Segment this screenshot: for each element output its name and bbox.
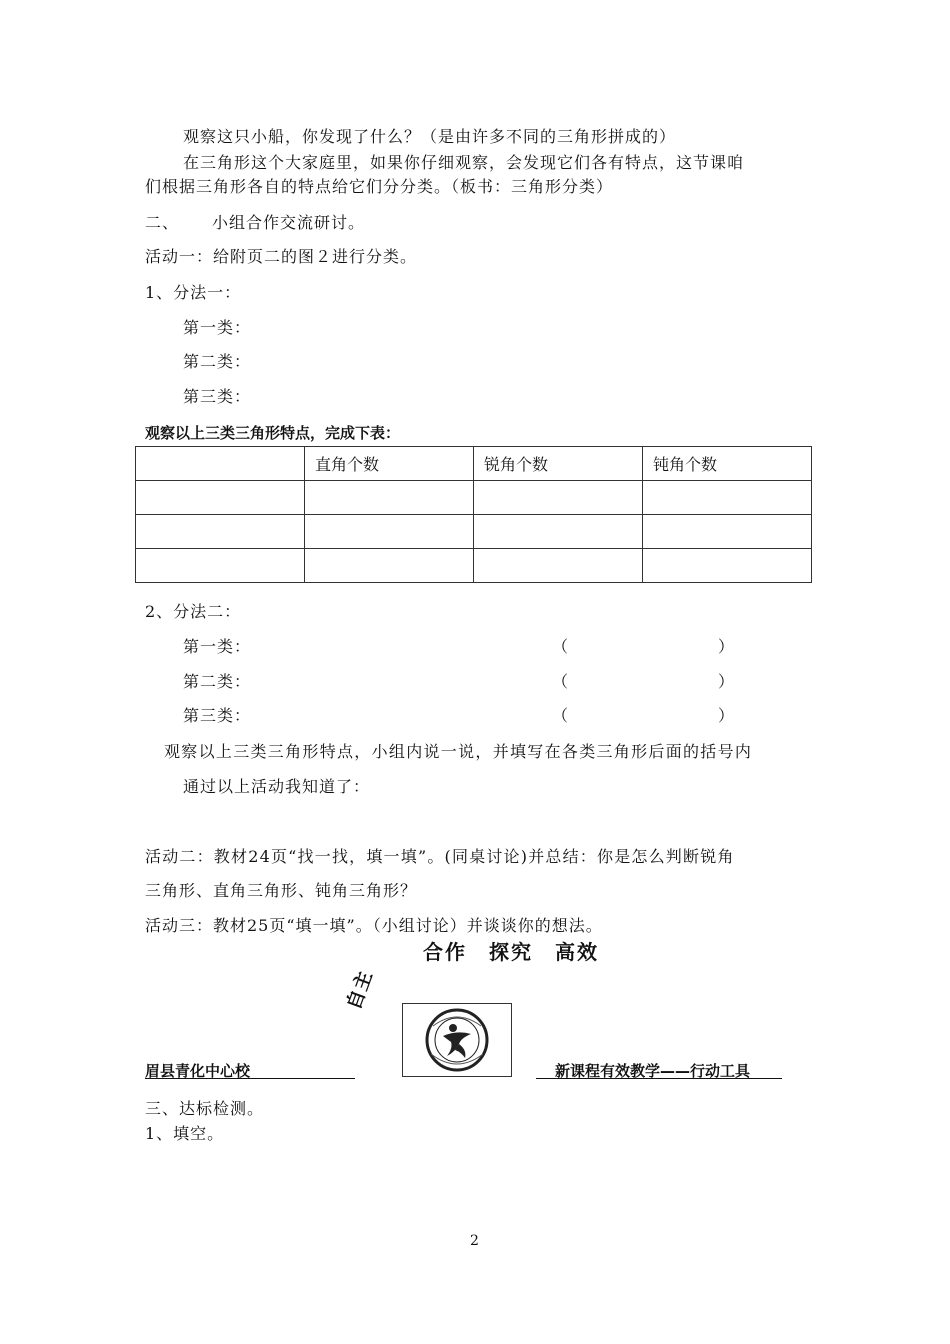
method-1-class-3: 第三类：: [183, 387, 252, 406]
activity-2-line-1: 活动二：教材24页“找一找，填一填”。(同桌讨论)并总结：你是怎么判断锐角: [145, 847, 735, 866]
table-cell: [643, 481, 812, 515]
method-2-title: 2、分法二：: [145, 602, 242, 621]
banner-right-title: 新课程有效教学——行动工具: [555, 1062, 751, 1080]
intro-line-1: 观察这只小船，你发现了什么？（是由许多不同的三角形拼成的）: [183, 127, 677, 146]
table-cell: [474, 481, 643, 515]
banner-right-underline: [536, 1078, 782, 1079]
banner-rotated-text: 自主: [342, 967, 378, 1013]
table-cell: [305, 515, 474, 549]
bracket-open: （: [552, 706, 570, 725]
table-cell: [305, 481, 474, 515]
table-cell: [136, 549, 305, 583]
activity-3: 活动三：教材25页“填一填”。（小组讨论）并谈谈你的想法。: [145, 916, 603, 935]
banner-slogan: 合作 探究 高效: [423, 940, 599, 964]
bracket-open: （: [552, 672, 570, 691]
table-cell: [305, 549, 474, 583]
method-1-title: 1、分法一：: [145, 283, 242, 302]
bracket-close: ）: [718, 672, 736, 691]
table-cell: [643, 549, 812, 583]
section-2-number: 二、: [145, 213, 180, 232]
school-name-underline: [145, 1078, 355, 1079]
table-caption: 观察以上三类三角形特点，完成下表：: [145, 424, 401, 442]
table-row: [136, 481, 812, 515]
section-3-heading: 三、达标检测。: [145, 1099, 265, 1118]
angle-count-table: [135, 446, 812, 583]
bracket-close: ）: [718, 637, 736, 656]
table-header-cell: 钝角个数: [643, 447, 812, 481]
intro-line-2: 在三角形这个大家庭里，如果你仔细观察，会发现它们各有特点，这节课咱: [183, 153, 745, 172]
method-2-class-3: 第三类：: [183, 706, 252, 725]
activity-1: 活动一：给附页二的图２进行分类。: [145, 247, 418, 266]
table-header-cell: [136, 447, 305, 481]
table-header-cell: 直角个数: [305, 447, 474, 481]
table-row: [136, 515, 812, 549]
school-name: 眉县青化中心校: [145, 1062, 251, 1080]
method-1-class-1: 第一类：: [183, 318, 252, 337]
bracket-close: ）: [718, 706, 736, 725]
intro-line-3: 们根据三角形各自的特点给它们分分类。（板书：三角形分类）: [145, 177, 614, 196]
page-number: 2: [470, 1233, 479, 1249]
method-1-class-2: 第二类：: [183, 352, 252, 371]
section-3-item-1: 1、填空。: [145, 1124, 225, 1143]
method-2-class-1: 第一类：: [183, 637, 252, 656]
method-2-class-2: 第二类：: [183, 672, 252, 691]
activity-2-line-2: 三角形、直角三角形、钝角三角形？: [145, 881, 418, 900]
table-cell: [643, 515, 812, 549]
table-header-row: [136, 447, 812, 481]
table-row: [136, 549, 812, 583]
school-logo-icon: [403, 1004, 511, 1076]
observe-instruction: 观察以上三类三角形特点，小组内说一说，并填写在各类三角形后面的括号内: [164, 742, 753, 761]
bracket-open: （: [552, 637, 570, 656]
learned-prompt: 通过以上活动我知道了：: [183, 777, 371, 796]
table-cell: [136, 515, 305, 549]
table-cell: [474, 515, 643, 549]
school-logo-frame: [402, 1003, 512, 1077]
section-2-heading: 小组合作交流研讨。: [212, 213, 366, 232]
table-cell: [136, 481, 305, 515]
table-cell: [474, 549, 643, 583]
table-header-cell: 锐角个数: [474, 447, 643, 481]
